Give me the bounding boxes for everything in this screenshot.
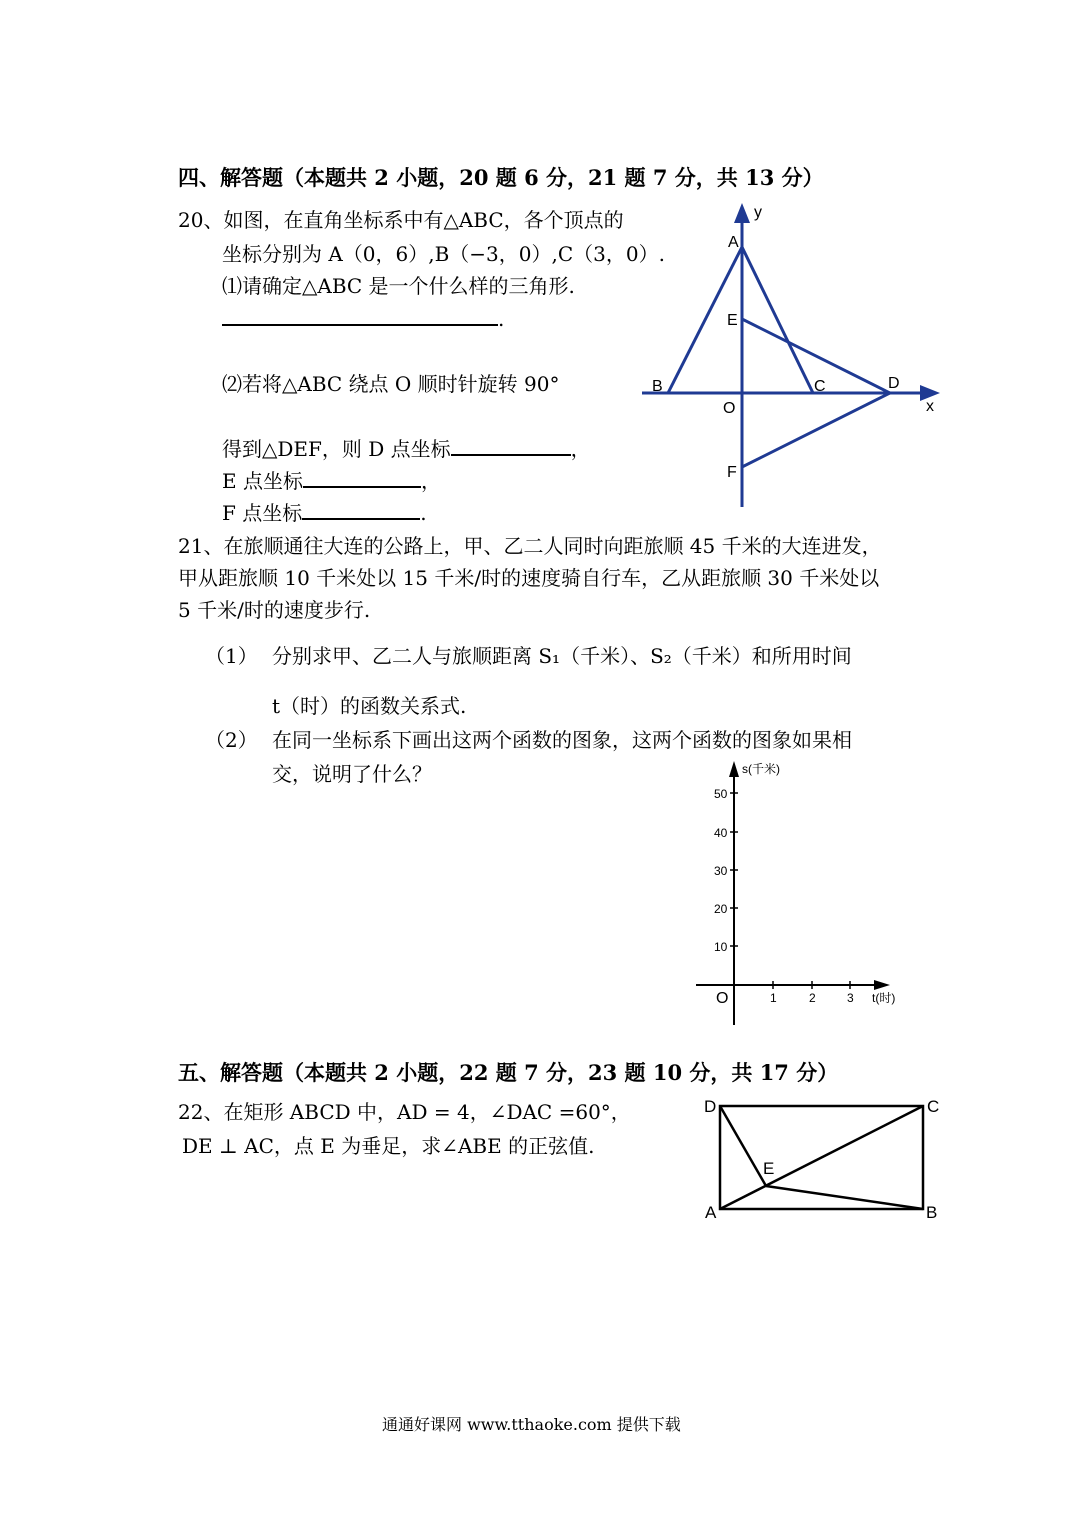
label-d: D: [888, 375, 900, 392]
y-axis-arrow: [734, 203, 750, 223]
segment-de: [720, 1106, 766, 1186]
q22-line2: DE ⊥ AC，点 E 为垂足，求∠ABE 的正弦值.: [182, 1134, 595, 1158]
q20-f-label: F 点坐标: [222, 501, 303, 525]
q21-line2: 甲从距旅顺 10 千米处以 15 千米/时的速度骑自行车，乙从距旅顺 30 千米处以: [178, 566, 880, 590]
x-tick-2: 2: [809, 991, 816, 1005]
section-5-title: 五、解答题（本题共 2 小题，22 题 7 分，23 题 10 分，共 17 分）: [178, 1060, 839, 1085]
label-c: C: [814, 378, 826, 395]
s-axis-label: s(千米): [742, 762, 780, 776]
q21-blank-graph: [690, 755, 920, 1030]
e-answer-blank[interactable]: [303, 468, 421, 488]
label-c: C: [927, 1097, 940, 1116]
q20-f-end: .: [420, 501, 427, 525]
q21-line1: 21、在旅顺通往大连的公路上，甲、乙二人同时向距旅顺 45 千米的大连进发，: [178, 534, 882, 558]
y-tick-10: 10: [714, 940, 728, 954]
y-tick-40: 40: [714, 826, 728, 840]
label-e: E: [763, 1159, 775, 1178]
label-d: D: [704, 1097, 717, 1116]
q20-part2-e: [222, 465, 441, 494]
q20-e-label: E 点坐标: [222, 469, 303, 493]
section-4-title: 四、解答题（本题共 2 小题，20 题 6 分，21 题 7 分，共 13 分）: [178, 165, 824, 190]
y-tick-50: 50: [714, 787, 728, 801]
q21-p2-text2: 交，说明了什么？: [272, 762, 432, 786]
x-tick-1: 1: [770, 991, 777, 1005]
q21-p2-num: （2）: [205, 728, 258, 752]
y-tick-30: 30: [714, 864, 728, 878]
q20-part1-answer-line: [222, 306, 504, 331]
q20-part2-d-label: 得到△DEF，则 D 点坐标: [222, 437, 451, 461]
label-b: B: [926, 1203, 938, 1222]
q20-part2: ⑵若将△ABC 绕点 O 顺时针旋转 90°: [222, 372, 560, 396]
s-axis-arrow: [729, 761, 739, 777]
label-a: A: [728, 234, 739, 251]
t-axis-label: t(时): [872, 991, 896, 1005]
x-tick-3: 3: [847, 991, 854, 1005]
label-b: B: [652, 378, 663, 395]
q21-p1-text2: t（时）的函数关系式.: [272, 694, 467, 718]
graph-origin-label: O: [716, 990, 729, 1007]
d-answer-blank[interactable]: [451, 436, 571, 456]
q20-line2: 坐标分别为 A（0，6）,B（−3，0）,C（3，0）.: [222, 242, 665, 266]
q22-rectangle-figure: [700, 1090, 950, 1225]
footer-text: 通通好课网 www.tthaoke.com 提供下载: [382, 1415, 681, 1434]
label-f: F: [727, 464, 737, 481]
answer-blank[interactable]: [222, 306, 498, 326]
q20-part2-d: [222, 433, 591, 462]
q21-p1-num: （1）: [205, 644, 258, 668]
q21-p2-text: 在同一坐标系下画出这两个函数的图象，这两个函数的图象如果相: [272, 728, 852, 752]
segment-ac: [742, 247, 813, 393]
label-a: A: [705, 1203, 717, 1222]
segment-fd: [742, 393, 890, 467]
f-answer-blank[interactable]: [302, 500, 420, 520]
q20-part1: ⑴请确定△ABC 是一个什么样的三角形.: [222, 274, 575, 298]
label-y: y: [754, 204, 762, 221]
q21-p1-text: 分别求甲、乙二人与旅顺距离 S₁（千米）、S₂（千米）和所用时间: [272, 644, 852, 668]
label-x: x: [926, 398, 934, 415]
q20-part1-end: .: [498, 307, 505, 331]
q20-part2-f: [222, 497, 427, 526]
t-axis-arrow: [874, 980, 890, 990]
q21-line3: 5 千米/时的速度步行.: [178, 598, 371, 622]
q20-coordinate-figure: [630, 195, 950, 515]
q22-line1: 22、在矩形 ABCD 中，AD = 4，∠DAC =60°，: [178, 1100, 631, 1124]
q20-line1: 20、如图，在直角坐标系中有△ABC，各个顶点的: [178, 208, 624, 232]
y-tick-20: 20: [714, 902, 728, 916]
label-e: E: [727, 312, 738, 329]
label-o: O: [723, 400, 736, 417]
segment-eb: [766, 1186, 923, 1209]
q20-e-end: ，: [420, 469, 441, 493]
q20-part2-d-end: ，: [570, 437, 591, 461]
